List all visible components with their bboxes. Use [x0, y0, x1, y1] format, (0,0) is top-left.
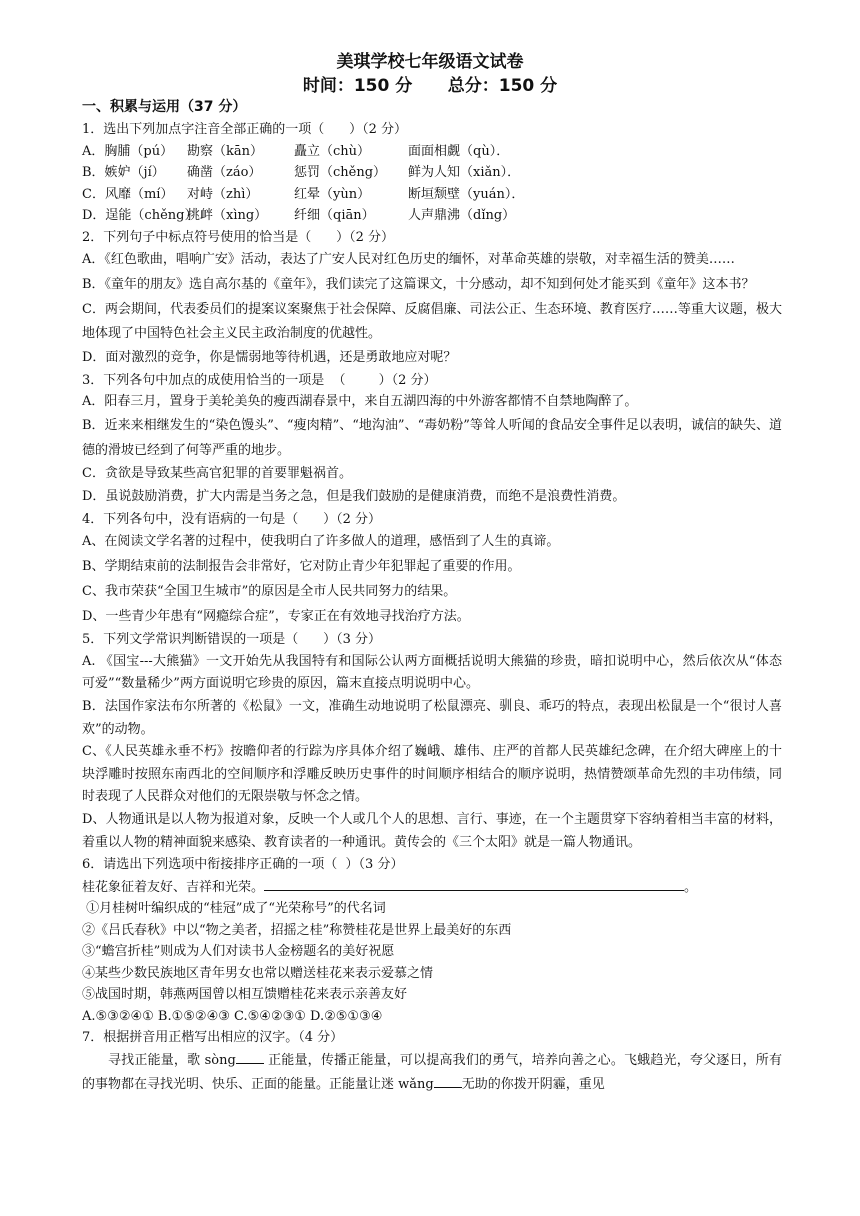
option-c: C、我市荣获“全国卫生城市”的原因是全市人民共同努力的结果。	[82, 583, 457, 599]
option-cell: 纤细（qiān）	[294, 208, 375, 223]
question-stem: 3．下列各句中加点的成使用恰当的一项是 （ ）（2 分）	[82, 372, 437, 388]
passage	[82, 1049, 782, 1099]
answer-choices: A.⑤③②④① B.①⑤②④③ C.⑤④②③① D.②⑤①③④	[82, 1008, 383, 1024]
option-cell: 确凿（záo）	[187, 165, 262, 180]
option-c: C、《人民英雄永垂不朽》按瞻仰者的行踪为序具体介绍了巍峨、雄伟、庄严的首都人民英雄纪念碑，在介绍大碑座上的十块浮雕时按照东南西北的空间顺序和浮雕反映历史事件的时间顺序相结合的顺序说明，热情赞颂革命先烈的丰功伟绩，同时表现了人民群众对他们的无限崇敬与怀念之情。	[82, 744, 782, 805]
lead-sentence: 桂花象征着友好、吉祥和光荣。	[82, 879, 265, 895]
question-4	[82, 509, 782, 630]
option-cell: 面面相觑（qù）．	[408, 143, 510, 159]
question-stem: 7．根据拼音用正楷写出相应的汉字。（4 分）	[82, 1030, 344, 1046]
passage-part: 正能量，传播正能量，可以提高我们的勇气，培养向善之心。飞蛾趋光，夸父逐日，所有的事物都在寻找光明、快乐、正面的能量。正能量让迷 wǎng	[82, 1052, 782, 1093]
option-cell: 鲜为人知（xiǎn）．	[408, 165, 521, 180]
option-cell: D．逞能（chěng）	[82, 208, 198, 223]
option-d: D、人物通讯是以人物为报道对象，反映一个人或几个人的思想、言行、事迹，在一个主题贯穿下容纳着相当丰富的材料，着重以人物的精神面貌来感染、教育读者的一种通讯。黄传会的《三个太阳》就是一篇人物通讯。	[82, 812, 782, 850]
option-cell: A．胸脯（pú）	[82, 143, 174, 159]
list-item: ④某些少数民族地区青年男女也常以赠送桂花来表示爱慕之情	[82, 965, 434, 981]
option-c: C．两会期间，代表委员们的提案议案聚焦于社会保障、反腐倡廉、司法公正、生态环境、教育医疗……等重大议题，极大地体现了中国特色社会主义民主政治制度的优越性。	[82, 301, 782, 342]
list-item: ②《吕氏春秋》中以“物之美者，招摇之桂”称赞桂花是世界上最美好的东西	[82, 922, 512, 938]
option-b: B．法国作家法布尔所著的《松鼠》一文，准确生动地说明了松鼠漂亮、驯良、乖巧的特点，表现出松鼠是一个“很讨人喜欢”的动物。	[82, 699, 782, 737]
option-cell: C．风靡（mí）	[82, 186, 174, 202]
option-b: B、学期结束前的法制报告会非常好，它对防止青少年犯罪起了重要的作用。	[82, 558, 521, 574]
lead-sentence-end: 。	[684, 879, 698, 895]
option-d: D．面对激烈的竞争，你是懦弱地等待机遇，还是勇敢地应对呢？	[82, 350, 457, 366]
option-a: A、在阅读文学名著的过程中，使我明白了许多做人的道理，感悟到了人生的真谛。	[82, 534, 560, 550]
exam-body	[82, 96, 782, 1098]
question-6	[82, 854, 782, 1027]
option-cell: 挑衅（xìng）	[187, 208, 268, 223]
list-item: ⑤战国时期，韩燕两国曾以相互馈赠桂花来表示亲善友好	[82, 987, 408, 1003]
option-row	[82, 184, 782, 206]
option-cell: 人声鼎沸（dǐng）	[408, 208, 516, 223]
answer-blank[interactable]	[236, 1050, 264, 1064]
option-cell: B．嫉妒（jí）	[82, 165, 165, 180]
exam-header	[0, 50, 860, 98]
question-5	[82, 629, 782, 854]
option-cell: 勘察（kān）	[187, 143, 264, 159]
option-d: D．虽说鼓励消费，扩大内需是当务之急，但是我们鼓励的是健康消费，而绝不是浪费性消费。	[82, 489, 626, 505]
option-c: C．贪欲是导致某些高官犯罪的首要罪魁祸首。	[82, 466, 352, 482]
question-stem: 5．下列文学常识判断错误的一项是（ ）（3 分）	[82, 632, 381, 648]
option-b: B．《童年的朋友》选自高尔基的《童年》，我们读完了这篇课文，十分感动，却不知到何处才能买到《童年》这本书？	[82, 276, 755, 292]
option-cell: 断垣颓壁（yuán）．	[408, 186, 525, 202]
option-cell: 红晕（yùn）	[294, 186, 371, 202]
option-d: D、一些青少年患有“网瘾综合症”，专家正在有效地寻找治疗方法。	[82, 608, 470, 624]
question-1	[82, 119, 782, 227]
option-row	[82, 141, 782, 163]
list-item: ③“蟾宫折桂”则成为人们对读书人金榜题名的美好祝愿	[82, 944, 395, 960]
answer-blank[interactable]	[264, 876, 684, 891]
option-cell: 矗立（chù）	[294, 143, 371, 159]
question-2	[82, 227, 782, 370]
option-a: A．阳春三月，置身于美轮美奂的瘦西湖春景中，来自五湖四海的中外游客都情不自禁地陶醉了。	[82, 394, 638, 410]
question-stem: 6．请选出下列选项中衔接排序正确的一项（ ）（3 分）	[82, 857, 404, 873]
section-heading: 一、积累与运用（37 分）	[82, 99, 247, 115]
option-row	[82, 205, 782, 227]
question-7	[82, 1027, 782, 1098]
question-stem: 4．下列各句中，没有语病的一句是（ ）（2 分）	[82, 511, 381, 527]
exam-title: 美琪学校七年级语文试卷	[336, 52, 524, 72]
question-stem: 1．选出下列加点字注音全部正确的一项（ ）（2 分）	[82, 122, 407, 137]
option-row	[82, 162, 782, 184]
option-b: B．近来来相继发生的“染色馒头”、“瘦肉精”、“地沟油”、“毒奶粉”等耸人听闻的食品安全事件足以表明，诚信的缺失、道德的滑坡已经到了何等严重的地步。	[82, 417, 782, 458]
option-a: A. 《国宝---大熊猫》一文开始先从我国特有和国际公认两方面概括说明大熊猫的珍贵，暗扣说明中心，然后依次从“体态可爱”“数量稀少”两方面说明它珍贵的原因，篇末直接点明说明中心。	[82, 653, 782, 692]
question-stem: 2．下列句子中标点符号使用的恰当是（ ）（2 分）	[82, 229, 394, 245]
sentence-with-blank	[82, 876, 782, 899]
passage-part: 寻找正能量，歌 sòng	[108, 1052, 236, 1068]
option-cell: 惩罚（chěng）	[294, 165, 387, 180]
passage-part: 无助的你拨开阴霾，重见	[461, 1077, 605, 1093]
question-3	[82, 370, 782, 509]
answer-blank[interactable]	[434, 1074, 462, 1088]
list-item: ①月桂树叶编织成的“桂冠”成了“光荣称号”的代名词	[82, 901, 386, 917]
exam-time-line: 时间：150 分 总分：150 分	[302, 76, 558, 96]
option-cell: 对峙（zhì）	[187, 186, 259, 202]
option-a: A．《红色歌曲，唱响广安》活动，表达了广安人民对红色历史的缅怀，对革命英雄的崇敬，对幸福生活的赞美……	[82, 252, 735, 267]
